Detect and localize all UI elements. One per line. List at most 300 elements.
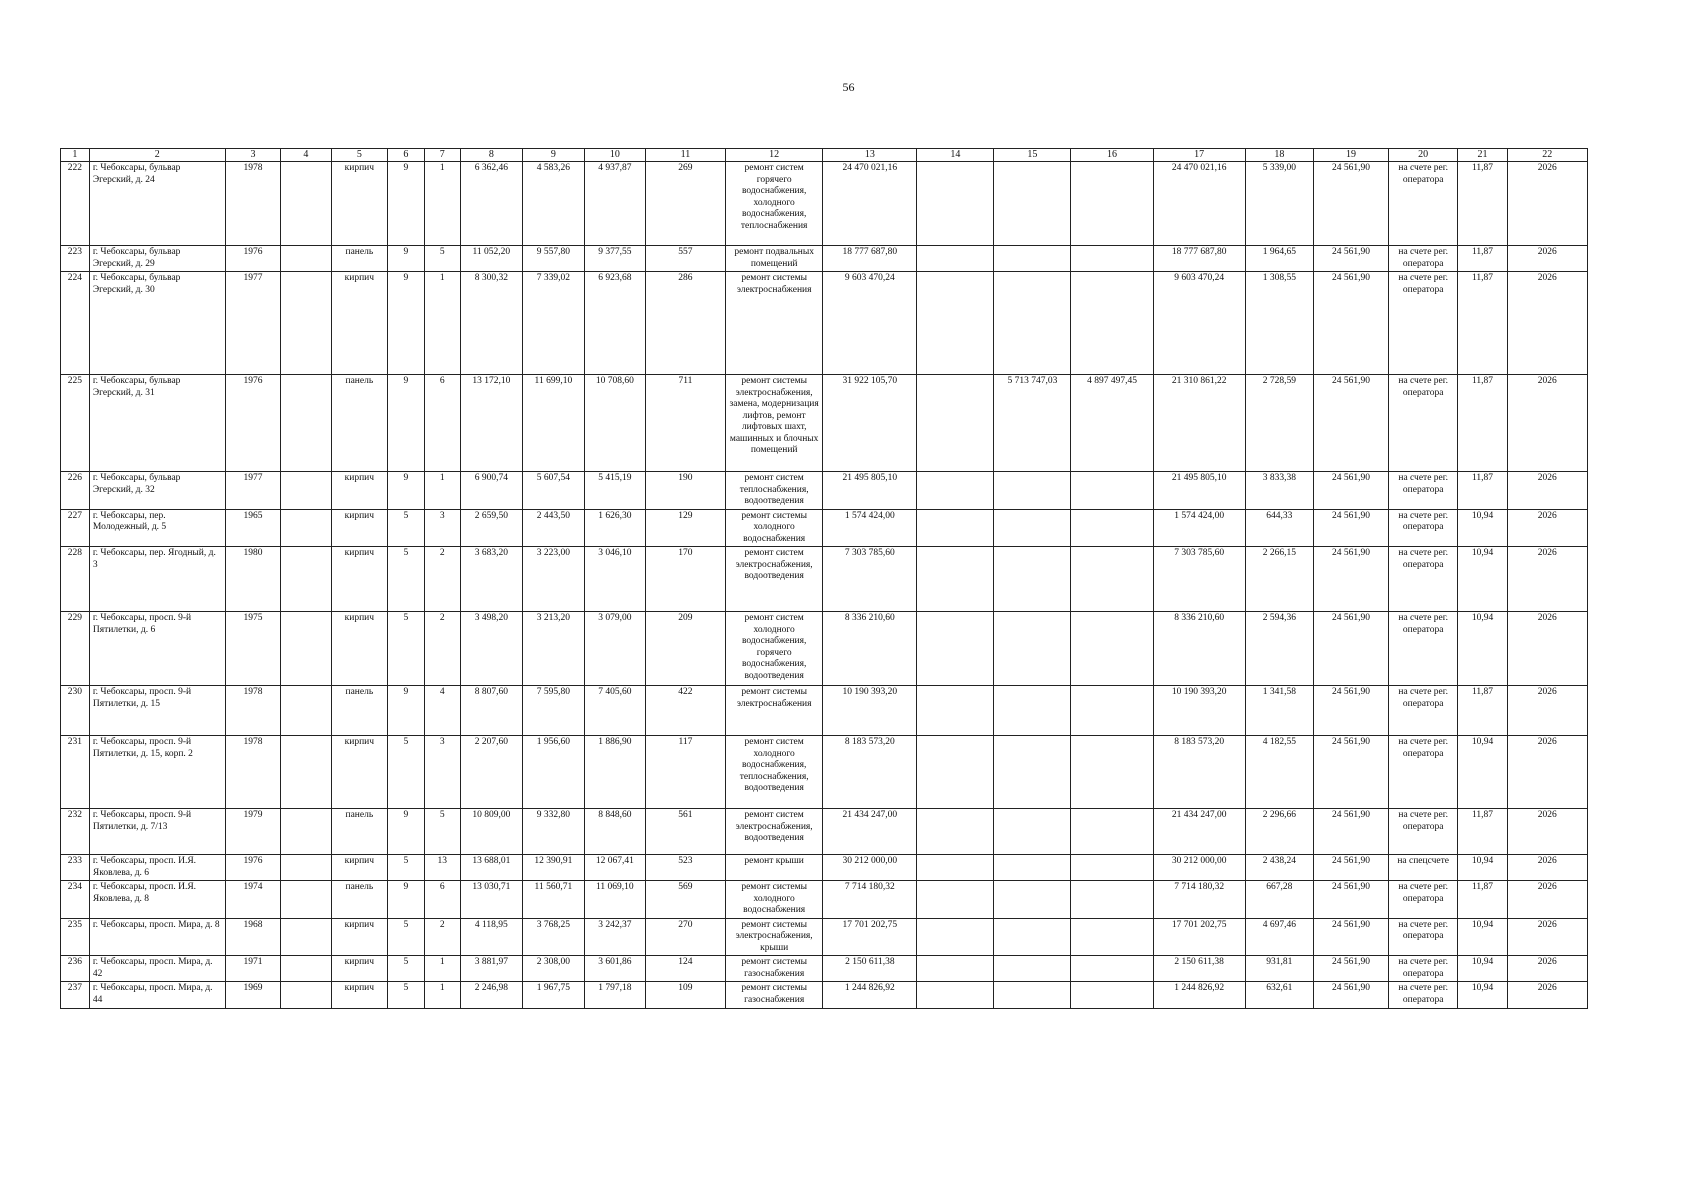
col-14-cell <box>917 472 994 510</box>
max-cost-per-m2-cell: 24 561,90 <box>1314 246 1389 272</box>
build-year-cell: 1980 <box>225 547 281 612</box>
row-number-cell: 228 <box>61 547 90 612</box>
col-14-cell <box>917 509 994 547</box>
col-4-cell <box>281 612 331 686</box>
work-type-cell: ремонт системы электроснабжения <box>726 686 823 736</box>
total-area-cell: 4 118,95 <box>460 918 522 956</box>
residents-count-cell: 286 <box>645 272 725 375</box>
cost-per-m2-cell: 2 266,15 <box>1245 547 1313 612</box>
total-area-cell: 3 683,20 <box>460 547 522 612</box>
wall-material-cell: панель <box>331 375 388 472</box>
owners-cost-cell: 2 150 611,38 <box>1153 956 1245 982</box>
living-area-cell: 1 967,75 <box>522 982 584 1009</box>
address-cell: г. Чебоксары, бульвар Эгерский, д. 30 <box>89 272 225 375</box>
build-year-cell: 1976 <box>225 855 281 881</box>
table-row <box>61 686 1588 736</box>
regional-cost-cell <box>1071 509 1153 547</box>
col-14-cell <box>917 272 994 375</box>
cost-per-m2-cell: 4 182,55 <box>1245 736 1313 809</box>
owners-cost-cell: 1 244 826,92 <box>1153 982 1245 1009</box>
col-4-cell <box>281 246 331 272</box>
column-number-cell: 5 <box>331 149 388 162</box>
column-number-cell: 3 <box>225 149 281 162</box>
residential-area-cell: 1 797,18 <box>584 982 645 1009</box>
year-cell: 2026 <box>1507 686 1587 736</box>
total-area-cell: 13 688,01 <box>460 855 522 881</box>
cost-per-m2-cell: 2 438,24 <box>1245 855 1313 881</box>
cost-per-m2-cell: 4 697,46 <box>1245 918 1313 956</box>
living-area-cell: 2 443,50 <box>522 509 584 547</box>
contribution-rate-cell: 10,94 <box>1458 509 1507 547</box>
col-4-cell <box>281 472 331 510</box>
col-4-cell <box>281 509 331 547</box>
address-cell: г. Чебоксары, просп. Мира, д. 42 <box>89 956 225 982</box>
address-cell: г. Чебоксары, бульвар Эгерский, д. 24 <box>89 162 225 246</box>
year-cell: 2026 <box>1507 918 1587 956</box>
wall-material-cell: кирпич <box>331 162 388 246</box>
max-cost-per-m2-cell: 24 561,90 <box>1314 472 1389 510</box>
living-area-cell: 12 390,91 <box>522 855 584 881</box>
address-cell: г. Чебоксары, просп. Мира, д. 44 <box>89 982 225 1009</box>
max-cost-per-m2-cell: 24 561,90 <box>1314 809 1389 855</box>
account-type-cell: на счете рег. оператора <box>1388 982 1458 1009</box>
wall-material-cell: кирпич <box>331 855 388 881</box>
max-cost-per-m2-cell: 24 561,90 <box>1314 162 1389 246</box>
build-year-cell: 1977 <box>225 472 281 510</box>
regional-cost-cell <box>1071 855 1153 881</box>
address-cell: г. Чебоксары, бульвар Эгерский, д. 31 <box>89 375 225 472</box>
floors-count-cell: 9 <box>388 881 424 919</box>
address-cell: г. Чебоксары, просп. И.Я. Яковлева, д. 8 <box>89 881 225 919</box>
column-number-cell: 6 <box>388 149 424 162</box>
regional-cost-cell <box>1071 881 1153 919</box>
build-year-cell: 1968 <box>225 918 281 956</box>
fund-cost-cell <box>994 612 1071 686</box>
total-cost-cell: 31 922 105,70 <box>823 375 917 472</box>
owners-cost-cell: 17 701 202,75 <box>1153 918 1245 956</box>
total-cost-cell: 21 495 805,10 <box>823 472 917 510</box>
cost-per-m2-cell: 644,33 <box>1245 509 1313 547</box>
row-number-cell: 223 <box>61 246 90 272</box>
col-14-cell <box>917 736 994 809</box>
col-14-cell <box>917 809 994 855</box>
living-area-cell: 7 595,80 <box>522 686 584 736</box>
column-number-cell: 20 <box>1388 149 1458 162</box>
regional-cost-cell <box>1071 162 1153 246</box>
column-number-cell: 4 <box>281 149 331 162</box>
build-year-cell: 1971 <box>225 956 281 982</box>
year-cell: 2026 <box>1507 472 1587 510</box>
residential-area-cell: 1 886,90 <box>584 736 645 809</box>
account-type-cell: на счете рег. оператора <box>1388 246 1458 272</box>
row-number-cell: 225 <box>61 375 90 472</box>
year-cell: 2026 <box>1507 272 1587 375</box>
floors-count-cell: 9 <box>388 162 424 246</box>
total-area-cell: 2 207,60 <box>460 736 522 809</box>
residential-area-cell: 3 242,37 <box>584 918 645 956</box>
table-row <box>61 472 1588 510</box>
build-year-cell: 1977 <box>225 272 281 375</box>
year-cell: 2026 <box>1507 375 1587 472</box>
col-14-cell <box>917 162 994 246</box>
account-type-cell: на счете рег. оператора <box>1388 918 1458 956</box>
account-type-cell: на счете рег. оператора <box>1388 956 1458 982</box>
max-cost-per-m2-cell: 24 561,90 <box>1314 736 1389 809</box>
fund-cost-cell <box>994 982 1071 1009</box>
max-cost-per-m2-cell: 24 561,90 <box>1314 509 1389 547</box>
account-type-cell: на счете рег. оператора <box>1388 375 1458 472</box>
cost-per-m2-cell: 1 964,65 <box>1245 246 1313 272</box>
account-type-cell: на счете рег. оператора <box>1388 272 1458 375</box>
owners-cost-cell: 30 212 000,00 <box>1153 855 1245 881</box>
work-type-cell: ремонт систем электроснабжения, водоотведения <box>726 547 823 612</box>
work-type-cell: ремонт систем холодного водоснабжения, горячего водоснабжения, водоотведения <box>726 612 823 686</box>
total-area-cell: 6 362,46 <box>460 162 522 246</box>
residential-area-cell: 1 626,30 <box>584 509 645 547</box>
entrances-count-cell: 5 <box>424 246 460 272</box>
work-type-cell: ремонт системы электроснабжения, замена, модернизация лифтов, ремонт лифтовых шахт, машинных и блочных помещений <box>726 375 823 472</box>
floors-count-cell: 9 <box>388 246 424 272</box>
table-row <box>61 272 1588 375</box>
floors-count-cell: 5 <box>388 982 424 1009</box>
col-4-cell <box>281 547 331 612</box>
table-row <box>61 736 1588 809</box>
cost-per-m2-cell: 632,61 <box>1245 982 1313 1009</box>
wall-material-cell: кирпич <box>331 272 388 375</box>
build-year-cell: 1979 <box>225 809 281 855</box>
col-4-cell <box>281 918 331 956</box>
table-row <box>61 509 1588 547</box>
col-4-cell <box>281 162 331 246</box>
floors-count-cell: 5 <box>388 547 424 612</box>
cost-per-m2-cell: 2 296,66 <box>1245 809 1313 855</box>
living-area-cell: 3 768,25 <box>522 918 584 956</box>
contribution-rate-cell: 11,87 <box>1458 472 1507 510</box>
table-row <box>61 918 1588 956</box>
residential-area-cell: 6 923,68 <box>584 272 645 375</box>
col-14-cell <box>917 855 994 881</box>
col-4-cell <box>281 375 331 472</box>
row-number-cell: 233 <box>61 855 90 881</box>
floors-count-cell: 5 <box>388 918 424 956</box>
col-4-cell <box>281 272 331 375</box>
entrances-count-cell: 6 <box>424 881 460 919</box>
address-cell: г. Чебоксары, просп. И.Я. Яковлева, д. 6 <box>89 855 225 881</box>
table-row <box>61 855 1588 881</box>
regional-cost-cell <box>1071 956 1153 982</box>
entrances-count-cell: 2 <box>424 612 460 686</box>
residents-count-cell: 422 <box>645 686 725 736</box>
cost-per-m2-cell: 2 728,59 <box>1245 375 1313 472</box>
fund-cost-cell <box>994 809 1071 855</box>
wall-material-cell: кирпич <box>331 956 388 982</box>
table-row <box>61 612 1588 686</box>
regional-cost-cell <box>1071 472 1153 510</box>
row-number-cell: 222 <box>61 162 90 246</box>
residential-area-cell: 3 079,00 <box>584 612 645 686</box>
work-type-cell: ремонт подвальных помещений <box>726 246 823 272</box>
year-cell: 2026 <box>1507 612 1587 686</box>
max-cost-per-m2-cell: 24 561,90 <box>1314 855 1389 881</box>
residential-area-cell: 8 848,60 <box>584 809 645 855</box>
total-cost-cell: 7 303 785,60 <box>823 547 917 612</box>
column-number-cell: 1 <box>61 149 90 162</box>
total-cost-cell: 18 777 687,80 <box>823 246 917 272</box>
floors-count-cell: 5 <box>388 736 424 809</box>
column-number-cell: 7 <box>424 149 460 162</box>
living-area-cell: 4 583,26 <box>522 162 584 246</box>
table-row <box>61 162 1588 246</box>
row-number-cell: 229 <box>61 612 90 686</box>
col-4-cell <box>281 686 331 736</box>
total-cost-cell: 24 470 021,16 <box>823 162 917 246</box>
contribution-rate-cell: 11,87 <box>1458 881 1507 919</box>
build-year-cell: 1974 <box>225 881 281 919</box>
table-row <box>61 881 1588 919</box>
fund-cost-cell <box>994 162 1071 246</box>
column-number-cell: 17 <box>1153 149 1245 162</box>
total-cost-cell: 7 714 180,32 <box>823 881 917 919</box>
total-area-cell: 3 881,97 <box>460 956 522 982</box>
address-cell: г. Чебоксары, просп. 9-й Пятилетки, д. 15 <box>89 686 225 736</box>
entrances-count-cell: 1 <box>424 272 460 375</box>
regional-cost-cell <box>1071 918 1153 956</box>
account-type-cell: на счете рег. оператора <box>1388 612 1458 686</box>
total-cost-cell: 1 574 424,00 <box>823 509 917 547</box>
entrances-count-cell: 1 <box>424 162 460 246</box>
fund-cost-cell <box>994 918 1071 956</box>
column-number-cell: 13 <box>823 149 917 162</box>
cost-per-m2-cell: 667,28 <box>1245 881 1313 919</box>
contribution-rate-cell: 11,87 <box>1458 272 1507 375</box>
residents-count-cell: 523 <box>645 855 725 881</box>
column-number-cell: 2 <box>89 149 225 162</box>
max-cost-per-m2-cell: 24 561,90 <box>1314 686 1389 736</box>
living-area-cell: 2 308,00 <box>522 956 584 982</box>
column-number-cell: 12 <box>726 149 823 162</box>
table-row <box>61 982 1588 1009</box>
floors-count-cell: 5 <box>388 612 424 686</box>
contribution-rate-cell: 11,87 <box>1458 809 1507 855</box>
column-number-cell: 22 <box>1507 149 1587 162</box>
total-cost-cell: 21 434 247,00 <box>823 809 917 855</box>
owners-cost-cell: 21 495 805,10 <box>1153 472 1245 510</box>
col-14-cell <box>917 375 994 472</box>
year-cell: 2026 <box>1507 246 1587 272</box>
living-area-cell: 9 557,80 <box>522 246 584 272</box>
account-type-cell: на спецсчете <box>1388 855 1458 881</box>
column-number-cell: 16 <box>1071 149 1153 162</box>
work-type-cell: ремонт системы холодного водоснабжения <box>726 881 823 919</box>
address-cell: г. Чебоксары, просп. 9-й Пятилетки, д. 7/13 <box>89 809 225 855</box>
residential-area-cell: 9 377,55 <box>584 246 645 272</box>
entrances-count-cell: 2 <box>424 547 460 612</box>
residential-area-cell: 7 405,60 <box>584 686 645 736</box>
year-cell: 2026 <box>1507 855 1587 881</box>
entrances-count-cell: 1 <box>424 982 460 1009</box>
regional-cost-cell <box>1071 982 1153 1009</box>
cost-per-m2-cell: 2 594,36 <box>1245 612 1313 686</box>
owners-cost-cell: 21 310 861,22 <box>1153 375 1245 472</box>
address-cell: г. Чебоксары, просп. 9-й Пятилетки, д. 15, корп. 2 <box>89 736 225 809</box>
owners-cost-cell: 8 336 210,60 <box>1153 612 1245 686</box>
table-row <box>61 375 1588 472</box>
residents-count-cell: 569 <box>645 881 725 919</box>
cost-per-m2-cell: 1 308,55 <box>1245 272 1313 375</box>
max-cost-per-m2-cell: 24 561,90 <box>1314 612 1389 686</box>
year-cell: 2026 <box>1507 881 1587 919</box>
residents-count-cell: 190 <box>645 472 725 510</box>
living-area-cell: 11 699,10 <box>522 375 584 472</box>
year-cell: 2026 <box>1507 809 1587 855</box>
living-area-cell: 9 332,80 <box>522 809 584 855</box>
col-14-cell <box>917 246 994 272</box>
residential-area-cell: 3 601,86 <box>584 956 645 982</box>
residents-count-cell: 124 <box>645 956 725 982</box>
col-14-cell <box>917 547 994 612</box>
col-4-cell <box>281 881 331 919</box>
residents-count-cell: 561 <box>645 809 725 855</box>
owners-cost-cell: 7 303 785,60 <box>1153 547 1245 612</box>
account-type-cell: на счете рег. оператора <box>1388 736 1458 809</box>
total-area-cell: 6 900,74 <box>460 472 522 510</box>
row-number-cell: 237 <box>61 982 90 1009</box>
cost-per-m2-cell: 931,81 <box>1245 956 1313 982</box>
contribution-rate-cell: 11,87 <box>1458 375 1507 472</box>
build-year-cell: 1978 <box>225 686 281 736</box>
build-year-cell: 1969 <box>225 982 281 1009</box>
year-cell: 2026 <box>1507 509 1587 547</box>
contribution-rate-cell: 10,94 <box>1458 918 1507 956</box>
contribution-rate-cell: 11,87 <box>1458 686 1507 736</box>
residents-count-cell: 170 <box>645 547 725 612</box>
fund-cost-cell <box>994 272 1071 375</box>
residential-area-cell: 5 415,19 <box>584 472 645 510</box>
address-cell: г. Чебоксары, пер. Ягодный, д. 3 <box>89 547 225 612</box>
row-number-cell: 235 <box>61 918 90 956</box>
col-14-cell <box>917 982 994 1009</box>
row-number-cell: 236 <box>61 956 90 982</box>
max-cost-per-m2-cell: 24 561,90 <box>1314 272 1389 375</box>
residents-count-cell: 711 <box>645 375 725 472</box>
row-number-cell: 232 <box>61 809 90 855</box>
build-year-cell: 1976 <box>225 375 281 472</box>
total-cost-cell: 10 190 393,20 <box>823 686 917 736</box>
max-cost-per-m2-cell: 24 561,90 <box>1314 956 1389 982</box>
fund-cost-cell <box>994 472 1071 510</box>
build-year-cell: 1976 <box>225 246 281 272</box>
col-14-cell <box>917 612 994 686</box>
residential-area-cell: 3 046,10 <box>584 547 645 612</box>
total-area-cell: 10 809,00 <box>460 809 522 855</box>
col-14-cell <box>917 918 994 956</box>
residents-count-cell: 109 <box>645 982 725 1009</box>
repair-program-table-container <box>60 148 1588 1009</box>
living-area-cell: 7 339,02 <box>522 272 584 375</box>
total-cost-cell: 2 150 611,38 <box>823 956 917 982</box>
year-cell: 2026 <box>1507 547 1587 612</box>
row-number-cell: 224 <box>61 272 90 375</box>
col-14-cell <box>917 686 994 736</box>
work-type-cell: ремонт системы электроснабжения, крыши <box>726 918 823 956</box>
owners-cost-cell: 21 434 247,00 <box>1153 809 1245 855</box>
wall-material-cell: кирпич <box>331 472 388 510</box>
fund-cost-cell <box>994 686 1071 736</box>
wall-material-cell: кирпич <box>331 509 388 547</box>
floors-count-cell: 5 <box>388 855 424 881</box>
max-cost-per-m2-cell: 24 561,90 <box>1314 547 1389 612</box>
contribution-rate-cell: 10,94 <box>1458 612 1507 686</box>
owners-cost-cell: 18 777 687,80 <box>1153 246 1245 272</box>
cost-per-m2-cell: 3 833,38 <box>1245 472 1313 510</box>
owners-cost-cell: 10 190 393,20 <box>1153 686 1245 736</box>
regional-cost-cell <box>1071 686 1153 736</box>
fund-cost-cell <box>994 881 1071 919</box>
total-area-cell: 13 030,71 <box>460 881 522 919</box>
fund-cost-cell <box>994 736 1071 809</box>
residents-count-cell: 129 <box>645 509 725 547</box>
floors-count-cell: 5 <box>388 509 424 547</box>
residents-count-cell: 269 <box>645 162 725 246</box>
contribution-rate-cell: 10,94 <box>1458 547 1507 612</box>
wall-material-cell: кирпич <box>331 547 388 612</box>
max-cost-per-m2-cell: 24 561,90 <box>1314 881 1389 919</box>
address-cell: г. Чебоксары, просп. 9-й Пятилетки, д. 6 <box>89 612 225 686</box>
table-row <box>61 956 1588 982</box>
regional-cost-cell <box>1071 547 1153 612</box>
living-area-cell: 3 213,20 <box>522 612 584 686</box>
contribution-rate-cell: 10,94 <box>1458 855 1507 881</box>
floors-count-cell: 5 <box>388 956 424 982</box>
build-year-cell: 1965 <box>225 509 281 547</box>
residential-area-cell: 10 708,60 <box>584 375 645 472</box>
wall-material-cell: панель <box>331 881 388 919</box>
work-type-cell: ремонт системы газоснабжения <box>726 956 823 982</box>
column-number-cell: 19 <box>1314 149 1389 162</box>
col-4-cell <box>281 956 331 982</box>
row-number-cell: 234 <box>61 881 90 919</box>
wall-material-cell: кирпич <box>331 736 388 809</box>
year-cell: 2026 <box>1507 162 1587 246</box>
entrances-count-cell: 1 <box>424 956 460 982</box>
table-body <box>61 162 1588 1009</box>
floors-count-cell: 9 <box>388 272 424 375</box>
total-area-cell: 13 172,10 <box>460 375 522 472</box>
regional-cost-cell <box>1071 809 1153 855</box>
contribution-rate-cell: 10,94 <box>1458 982 1507 1009</box>
year-cell: 2026 <box>1507 956 1587 982</box>
work-type-cell: ремонт систем теплоснабжения, водоотведения <box>726 472 823 510</box>
table-row <box>61 809 1588 855</box>
total-area-cell: 11 052,20 <box>460 246 522 272</box>
build-year-cell: 1978 <box>225 736 281 809</box>
cost-per-m2-cell: 5 339,00 <box>1245 162 1313 246</box>
col-4-cell <box>281 982 331 1009</box>
living-area-cell: 3 223,00 <box>522 547 584 612</box>
regional-cost-cell <box>1071 612 1153 686</box>
build-year-cell: 1978 <box>225 162 281 246</box>
column-number-cell: 15 <box>994 149 1071 162</box>
address-cell: г. Чебоксары, пер. Молодежный, д. 5 <box>89 509 225 547</box>
wall-material-cell: кирпич <box>331 918 388 956</box>
entrances-count-cell: 3 <box>424 736 460 809</box>
account-type-cell: на счете рег. оператора <box>1388 472 1458 510</box>
entrances-count-cell: 1 <box>424 472 460 510</box>
col-4-cell <box>281 809 331 855</box>
total-cost-cell: 9 603 470,24 <box>823 272 917 375</box>
address-cell: г. Чебоксары, бульвар Эгерский, д. 32 <box>89 472 225 510</box>
total-area-cell: 2 246,98 <box>460 982 522 1009</box>
